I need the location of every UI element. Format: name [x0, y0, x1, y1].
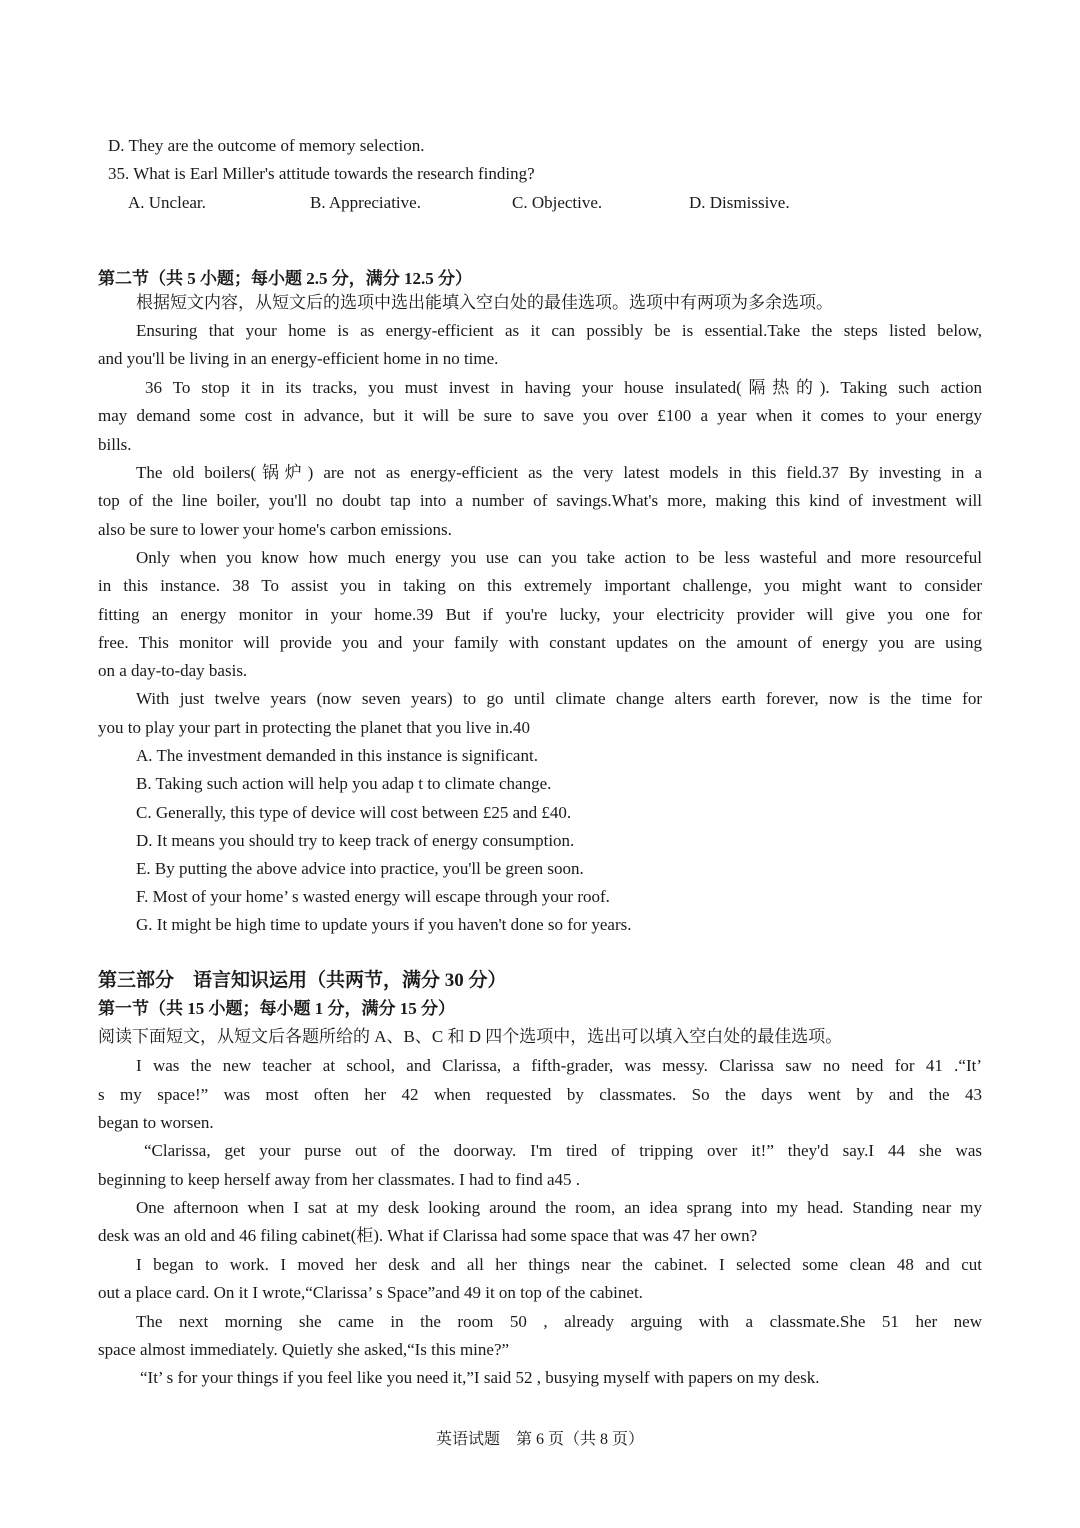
passage-line: With just twelve years (now seven years) to go until climate change alters earth forever, now is the time for — [136, 689, 982, 708]
cloze-line: The next morning she came in the room 50 , already arguing with a classmate.She 51 her new — [136, 1312, 982, 1331]
cloze-line: beginning to keep herself away from her classmates. I had to find a45 . — [98, 1170, 580, 1189]
cloze-line: “Clarissa, get your purse out of the doorway. I'm tired of tripping over it!” they'd say.I 44 she was — [144, 1141, 982, 1160]
passage-line: bills. — [98, 435, 132, 454]
cloze-line: I was the new teacher at school, and Clarissa, a fifth-grader, was messy. Clarissa saw no need for 41 .“It’ — [136, 1056, 982, 1075]
cloze-line: One afternoon when I sat at my desk looking around the room, an idea sprang into my head. Standing near my — [136, 1198, 982, 1217]
option-b: B. Taking such action will help you adap t to climate change. — [136, 774, 552, 793]
cloze-line: space almost immediately. Quietly she asked,“Is this mine?” — [98, 1340, 510, 1359]
section2-title: 第二节（共 5 小题；每小题 2.5 分，满分 12.5 分） — [98, 269, 472, 288]
page-footer: 英语试题 第 6 页（共 8 页） — [435, 1431, 644, 1448]
passage-line: Ensuring that your home is as energy-efficient as it can possibly be is essential.Take the steps listed below, — [136, 321, 982, 340]
passage-line: also be sure to lower your home's carbon emissions. — [98, 520, 452, 539]
part3-title: 第三部分 语言知识运用（共两节，满分 30 分） — [98, 970, 507, 991]
q35-option-a: A. Unclear. — [128, 193, 206, 212]
passage-line: fitting an energy monitor in your home.39 But if you're lucky, your electricity provider will give you one for — [98, 605, 982, 624]
q35-question: 35. What is Earl Miller's attitude towards the research finding? — [108, 164, 535, 183]
part3-section1-title: 第一节（共 15 小题；每小题 1 分，满分 15 分） — [98, 999, 455, 1018]
passage-line: may demand some cost in advance, but it will be sure to save you over £100 a year when it comes to your energy — [98, 406, 982, 425]
passage-line: top of the line boiler, you'll no doubt tap into a number of savings.What's more, making this kind of investment will — [98, 491, 982, 510]
passage-line: The old boilers(锅炉) are not as energy-efficient as the very latest models in this field.37 By investing in a — [136, 463, 982, 482]
passage-line: on a day-to-day basis. — [98, 661, 248, 680]
option-e: E. By putting the above advice into practice, you'll be green soon. — [136, 859, 584, 878]
option-g: G. It might be high time to update yours if you haven't done so for years. — [136, 915, 632, 934]
passage-line: free. This monitor will provide you and your family with constant updates on the amount of energy you are using — [98, 633, 982, 652]
cloze-line: “It’ s for your things if you feel like you need it,”I said 52 , busying myself with papers on my desk. — [140, 1368, 820, 1387]
passage-line: Only when you know how much energy you use can you take action to be less wasteful and more resourceful — [136, 548, 982, 567]
cloze-line: desk was an old and 46 filing cabinet(柜). What if Clarissa had some space that was 47 her own? — [98, 1226, 758, 1245]
option-c: C. Generally, this type of device will cost between £25 and £40. — [136, 803, 572, 822]
option-a: A. The investment demanded in this instance is significant. — [136, 746, 538, 765]
passage-line: in this instance. 38 To assist you in taking on this extremely important challenge, you might want to consider — [98, 576, 982, 595]
cloze-line: out a place card. On it I wrote,“Clarissa’ s Space”and 49 it on top of the cabinet. — [98, 1283, 643, 1302]
q34-option-d: D. They are the outcome of memory selection. — [108, 136, 425, 155]
passage-line: you to play your part in protecting the planet that you live in.40 — [98, 718, 530, 737]
section2-instruction: 根据短文内容，从短文后的选项中选出能填入空白处的最佳选项。选项中有两项为多余选项。 — [136, 293, 833, 312]
q35-option-c: C. Objective. — [512, 193, 603, 212]
option-f: F. Most of your home’ s wasted energy will escape through your roof. — [136, 887, 610, 906]
q35-option-d: D. Dismissive. — [689, 193, 790, 212]
q35-option-b: B. Appreciative. — [310, 193, 421, 212]
passage-line: and you'll be living in an energy-efficient home in no time. — [98, 349, 499, 368]
cloze-line: s my space!” was most often her 42 when requested by classmates. So the days went by and the 43 — [98, 1085, 982, 1104]
cloze-line: I began to work. I moved her desk and all her things near the cabinet. I selected some clean 48 and cut — [136, 1255, 982, 1274]
cloze-line: began to worsen. — [98, 1113, 214, 1132]
passage-line: 36 To stop it in its tracks, you must invest in having your house insulated(隔热的). Taking such action — [145, 378, 982, 397]
option-d: D. It means you should try to keep track of energy consumption. — [136, 831, 575, 850]
part3-instruction: 阅读下面短文，从短文后各题所给的 A、B、C 和 D 四个选项中，选出可以填入空白处的最佳选项。 — [98, 1027, 843, 1046]
